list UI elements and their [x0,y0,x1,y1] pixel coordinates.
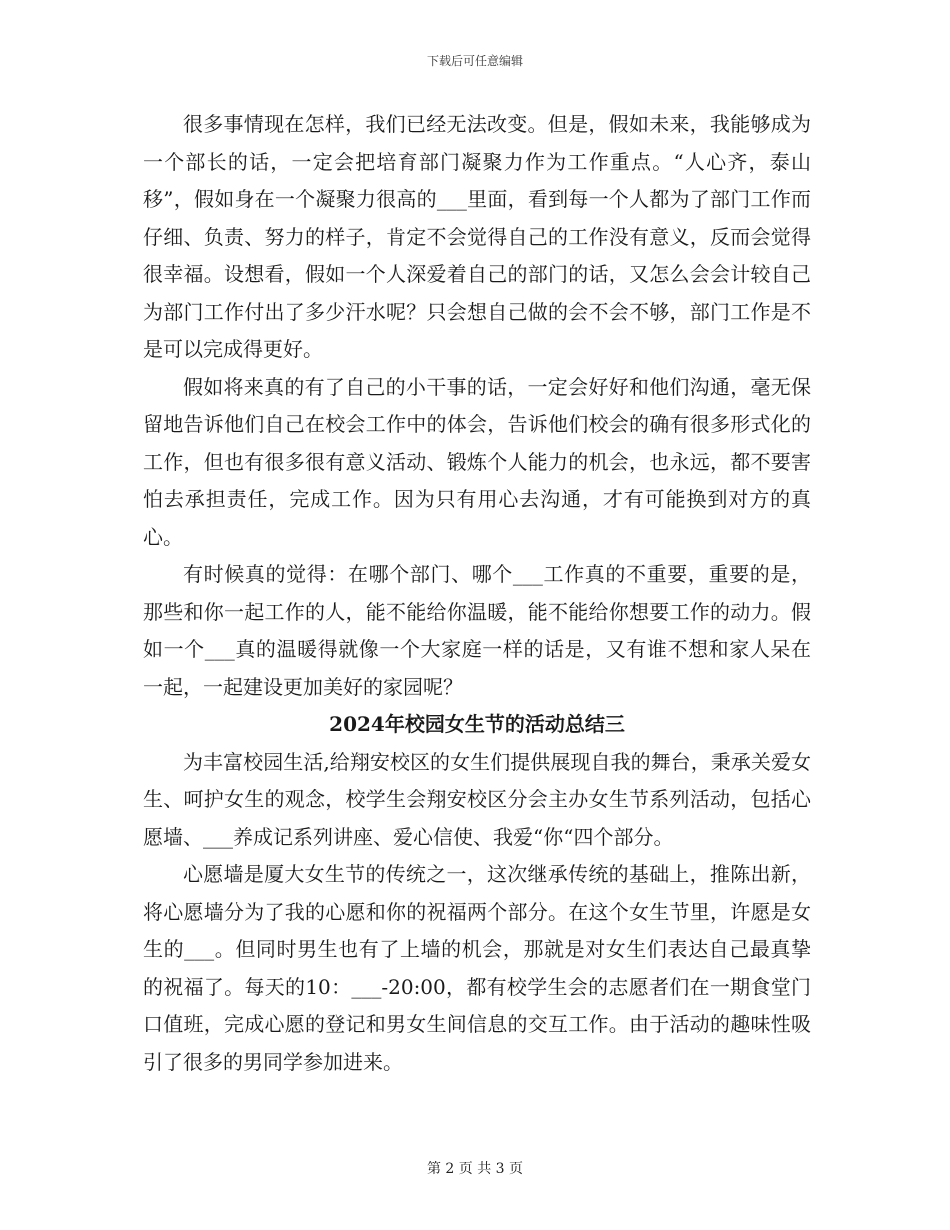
page-header-note: 下载后可任意编辑 [426,54,523,68]
document-body [143,106,811,1081]
paragraph: 心愿墙是厦大女生节的传统之一，这次继承传统的基础上，推陈出新，将心愿墙分为了我的心愿和你的祝福两个部分。在这个女生节里，许愿是女生的___。但同时男生也有了上墙的机会，那就是对女生们表达自己最真挚的祝福了。每天的10：___-20:00，都有校学生会的志愿者们在一期食堂门口值班，完成心愿的登记和男女生间信息的交互工作。由于活动的趣味性吸引了很多的男同学参加进来。 [143,862,811,1074]
paragraph: 很多事情现在怎样，我们已经无法改变。但是，假如未来，我能够成为一个部长的话，一定会把培育部门凝聚力作为工作重点。“人心齐，泰山移”，假如身在一个凝聚力很高的___里面，看到每一个人都为了部门工作而仔细、负责、努力的样子，肯定不会觉得自己的工作没有意义，反而会觉得很幸福。设想看，假如一个人深爱着自己的部门的话，又怎么会会计较自己为部门工作付出了多少汗水呢？只会想自己做的会不会不够，部门工作是不是可以完成得更好。 [143,112,811,361]
paragraph: 有时候真的觉得：在哪个部门、哪个___工作真的不重要，重要的是，那些和你一起工作的人，能不能给你温暖，能不能给你想要工作的动力。假如一个___真的温暖得就像一个大家庭一样的话是，又有谁不想和家人呆在一起，一起建设更加美好的家园呢？ [143,562,811,699]
section-title: 2024年校园女生节的活动总结三 [329,712,625,736]
page-number: 第 2 页 共 3 页 [426,1161,524,1177]
paragraph: 假如将来真的有了自己的小干事的话，一定会好好和他们沟通，毫无保留地告诉他们自己在校会工作中的体会，告诉他们校会的确有很多形式化的工作，但也有很多很有意义活动、锻炼个人能力的机会，也永远，都不要害怕去承担责任，完成工作。因为只有用心去沟通，才有可能换到对方的真心。 [143,374,811,549]
paragraph: 为丰富校园生活,给翔安校区的女生们提供展现自我的舞台，秉承关爱女生、呵护女生的观念，校学生会翔安校区分会主办女生节系列活动，包括心愿墙、___养成记系列讲座、爱心信使、我爱“你“四个部分。 [143,749,811,849]
